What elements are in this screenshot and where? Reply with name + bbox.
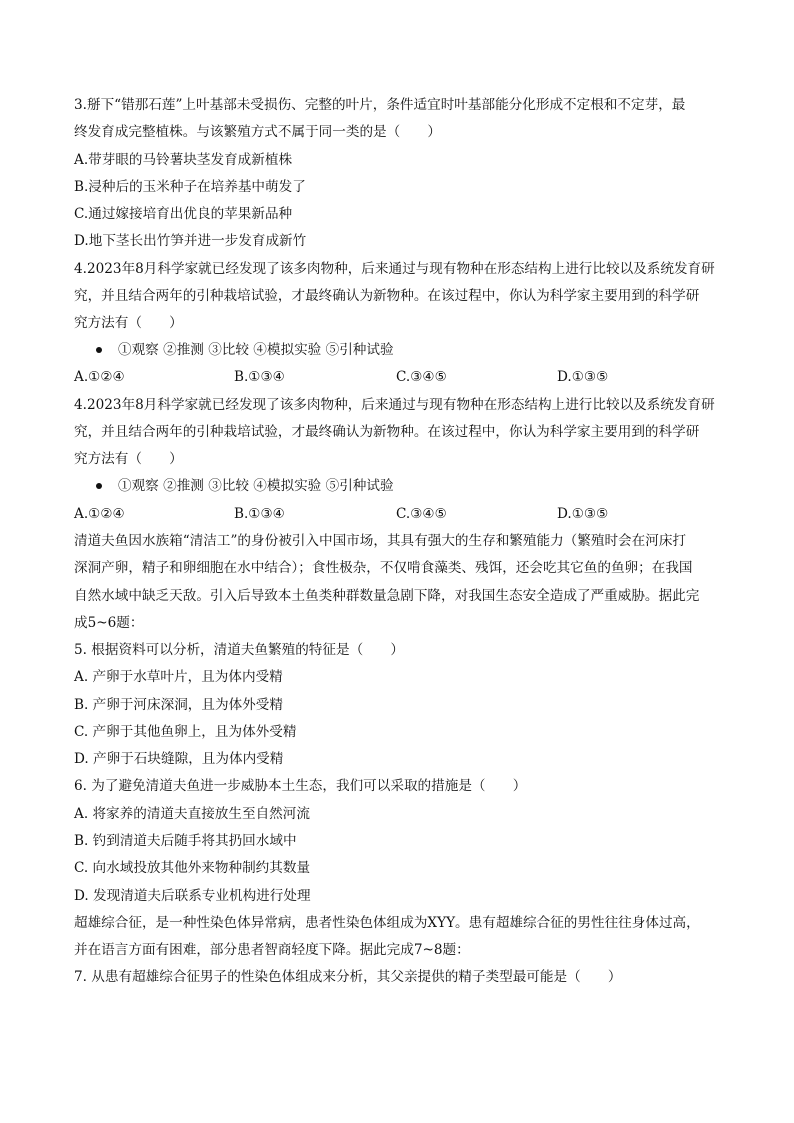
q5-option-c: C. 产卵于其他鱼卵上，且为体外受精 bbox=[74, 724, 297, 740]
q4b-option-a: A.①②④ bbox=[74, 506, 125, 522]
q5-option-d: D. 产卵于石块缝隙，且为体内受精 bbox=[74, 751, 284, 767]
q4b-option-c: C.③④⑤ bbox=[396, 506, 447, 522]
q6-option-c: C. 向水域投放其他外来物种制约其数量 bbox=[74, 860, 311, 876]
q5-stem: 5. 根据资料可以分析，清道夫鱼繁殖的特征是（ ） bbox=[74, 642, 404, 658]
passage2-line-1: 超雄综合征，是一种性染色体异常病，患者性染色体组成为XYY。患有超雄综合征的男性往往身体过高， bbox=[74, 915, 700, 931]
q4a-stem-line-3: 究方法有（ ） bbox=[74, 315, 183, 331]
q6-option-a: A. 将家养的清道夫直接放生至自然河流 bbox=[74, 806, 310, 822]
q3-option-d: D.地下茎长出竹笋并进一步发育成新竹 bbox=[74, 233, 307, 249]
q4a-stem-line-1: 4.2023年8月科学家就已经发现了该多肉物种，后来通过与现有物种在形态结构上进行比较以及系统发育研 bbox=[74, 261, 715, 277]
q5-option-a: A. 产卵于水草叶片，且为体内受精 bbox=[74, 669, 283, 685]
q4b-methods-list: ①观察 ②推测 ③比较 ④模拟实验 ⑤引种试验 bbox=[118, 478, 394, 494]
passage2-line-2: 并在语言方面有困难，部分患者智商轻度下降。据此完成7~8题： bbox=[74, 942, 470, 958]
q3-stem-line-2: 终发育成完整植株。与该繁殖方式不属于同一类的是（ ） bbox=[74, 124, 442, 140]
q4a-option-b: B.①③④ bbox=[234, 369, 285, 385]
q4b-option-d: D.①③⑤ bbox=[557, 506, 609, 522]
q5-option-b: B. 产卵于河床深洞，且为体外受精 bbox=[74, 697, 283, 713]
q4a-methods-list: ①观察 ②推测 ③比较 ④模拟实验 ⑤引种试验 bbox=[118, 342, 394, 358]
passage1-line-2: 深洞产卵，精子和卵细胞在水中结合）；食性极杂，不仅啃食藻类、残饵，还会吃其它鱼的鱼卵；在我国 bbox=[74, 560, 693, 576]
q3-option-a: A.带芽眼的马铃薯块茎发育成新植株 bbox=[74, 152, 293, 168]
q4b-stem-line-3: 究方法有（ ） bbox=[74, 451, 183, 467]
q3-option-b: B.浸种后的玉米种子在培养基中萌发了 bbox=[74, 179, 306, 195]
q4b-option-b: B.①③④ bbox=[234, 506, 285, 522]
q3-option-c: C.通过嫁接培育出优良的苹果新品种 bbox=[74, 206, 293, 222]
bullet-icon bbox=[96, 347, 102, 353]
q3-stem-line-1: 3.掰下“错那石莲”上叶基部未受损伤、完整的叶片，条件适宜时叶基部能分化形成不定根和不定芽，最 bbox=[74, 97, 686, 113]
q4b-stem-line-1: 4.2023年8月科学家就已经发现了该多肉物种，后来通过与现有物种在形态结构上进行比较以及系统发育研 bbox=[74, 397, 715, 413]
passage1-line-3: 自然水域中缺乏天敌。引入后导致本土鱼类种群数量急剧下降，对我国生态安全造成了严重威胁。据此完 bbox=[74, 588, 700, 604]
bullet-icon bbox=[96, 483, 102, 489]
q4b-stem-line-2: 究，并且结合两年的引种栽培试验，才最终确认为新物种。在该过程中，你认为科学家主要用到的科学研 bbox=[74, 424, 700, 440]
q7-stem: 7. 从患有超雄综合征男子的性染色体组成来分析，其父亲提供的精子类型最可能是（ ） bbox=[74, 969, 622, 985]
q4a-option-c: C.③④⑤ bbox=[396, 369, 447, 385]
q6-stem: 6. 为了避免清道夫鱼进一步威胁本土生态，我们可以采取的措施是（ ） bbox=[74, 778, 527, 794]
q4a-option-d: D.①③⑤ bbox=[557, 369, 609, 385]
q6-option-b: B. 钓到清道夫后随手将其扔回水域中 bbox=[74, 833, 297, 849]
q6-option-d: D. 发现清道夫后联系专业机构进行处理 bbox=[74, 888, 311, 904]
passage1-line-1: 清道夫鱼因水族箱“清洁工”的身份被引入中国市场，其具有强大的生存和繁殖能力（繁殖时会在河床打 bbox=[74, 533, 687, 549]
passage1-line-4: 成5~6题： bbox=[74, 615, 144, 631]
q4a-option-a: A.①②④ bbox=[74, 369, 125, 385]
q4a-stem-line-2: 究，并且结合两年的引种栽培试验，才最终确认为新物种。在该过程中，你认为科学家主要用到的科学研 bbox=[74, 288, 700, 304]
